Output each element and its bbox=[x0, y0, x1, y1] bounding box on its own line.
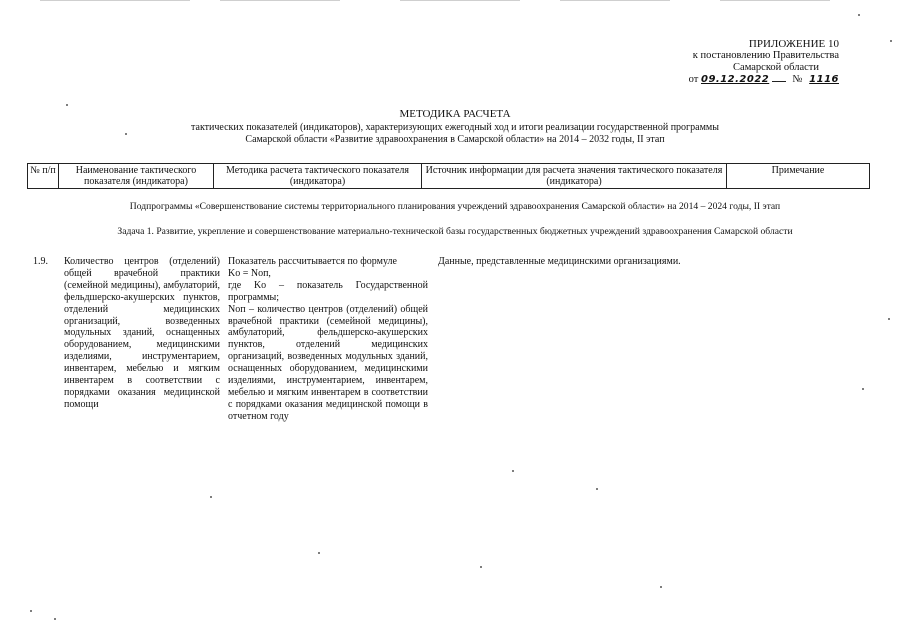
handwritten-number: 1116 bbox=[809, 74, 839, 85]
scan-dust bbox=[660, 586, 662, 588]
method-legend-ko: где Ko – показатель Государственной программы; bbox=[228, 279, 428, 303]
information-source: Данные, представленные медицинскими организациями. bbox=[438, 256, 681, 267]
scan-dust bbox=[318, 552, 320, 554]
appendix-block bbox=[599, 38, 839, 86]
task-heading: Задача 1. Развитие, укрепление и совершенствование материально-технической базы государственных бюджетных учреждений здравоохранения Самарской области bbox=[117, 226, 793, 237]
scan-edge-line bbox=[720, 0, 830, 1]
header-number: № п/п bbox=[28, 164, 59, 189]
header-name: Наименование тактического показателя (индикатора) bbox=[59, 164, 214, 189]
date-prefix: от bbox=[688, 74, 699, 85]
method-legend-nop: Nоп – количество центров (отделений) общей врачебной практики (семейной медицины), амбулаторий, фельдшерско-акушерских пунктов, отделений медицинских организаций, возведенных модульных зданий, оснащенных оборудованием, медицинскими изделиями, инструментарием, инвентарем, мебелью и мягким инвентарем в соответствии с порядками оказания медицинской помощи в отчетном году bbox=[228, 303, 428, 422]
scan-edge-line bbox=[220, 0, 340, 1]
document-subtitle-2: Самарской области «Развитие здравоохранения в Самарской области» на 2014 – 2032 годы, II этап bbox=[245, 134, 665, 145]
scan-edge-line bbox=[560, 0, 670, 1]
calculation-method bbox=[228, 256, 428, 423]
document-subtitle-1: тактических показателей (индикаторов), характеризующих ежегодный ход и итоги реализации государственной программы bbox=[191, 122, 719, 133]
scan-dust bbox=[890, 40, 892, 42]
method-intro: Показатель рассчитывается по формуле bbox=[228, 256, 397, 267]
document-title: МЕТОДИКА РАСЧЕТА bbox=[399, 108, 511, 120]
handwritten-date: 09.12.2022 bbox=[700, 74, 770, 85]
scan-dust bbox=[66, 104, 68, 106]
scan-edge-line bbox=[40, 0, 190, 1]
scan-dust bbox=[210, 496, 212, 498]
table-header-row bbox=[28, 164, 870, 189]
row-number: 1.9. bbox=[33, 256, 48, 267]
header-note: Примечание bbox=[727, 164, 870, 189]
scan-dust bbox=[30, 610, 32, 612]
appendix-line-2: Самарской области bbox=[733, 62, 819, 73]
indicator-table-header bbox=[27, 163, 870, 189]
number-prefix: № bbox=[792, 74, 803, 85]
header-method: Методика расчета тактического показателя (индикатора) bbox=[214, 164, 422, 189]
scan-dust bbox=[54, 618, 56, 620]
scan-dust bbox=[480, 566, 482, 568]
scan-dust bbox=[596, 488, 598, 490]
scan-dust bbox=[512, 470, 514, 472]
indicator-name: Количество центров (отделений) общей врачебной практики (семейной медицины), амбулаторий, фельдшерско-акушерских пунктов, отделений медицинских организаций, возведенных модульных зданий, оснащенных оборудованием, медицинскими изделиями, инструментарием, инвентарем, мебелью и мягким инвентарем в соответствии с порядками оказания медицинской помощи bbox=[64, 256, 220, 410]
scan-edge-line bbox=[400, 0, 520, 1]
appendix-title: ПРИЛОЖЕНИЕ 10 bbox=[748, 38, 839, 50]
scan-dust bbox=[888, 318, 890, 320]
method-formula: Ko = Nоп, bbox=[228, 267, 271, 279]
header-source: Источник информации для расчета значения тактического показателя (индикатора) bbox=[422, 164, 727, 189]
scan-dust bbox=[862, 388, 864, 390]
appendix-line-1: к постановлению Правительства bbox=[692, 50, 839, 61]
scan-dust bbox=[858, 14, 860, 16]
subprogram-heading: Подпрограммы «Совершенствование системы территориального планирования учреждений здравоохранения Самарской области» на 2014 – 2024 годы, II этап bbox=[129, 201, 781, 212]
appendix-date-line bbox=[599, 74, 839, 86]
